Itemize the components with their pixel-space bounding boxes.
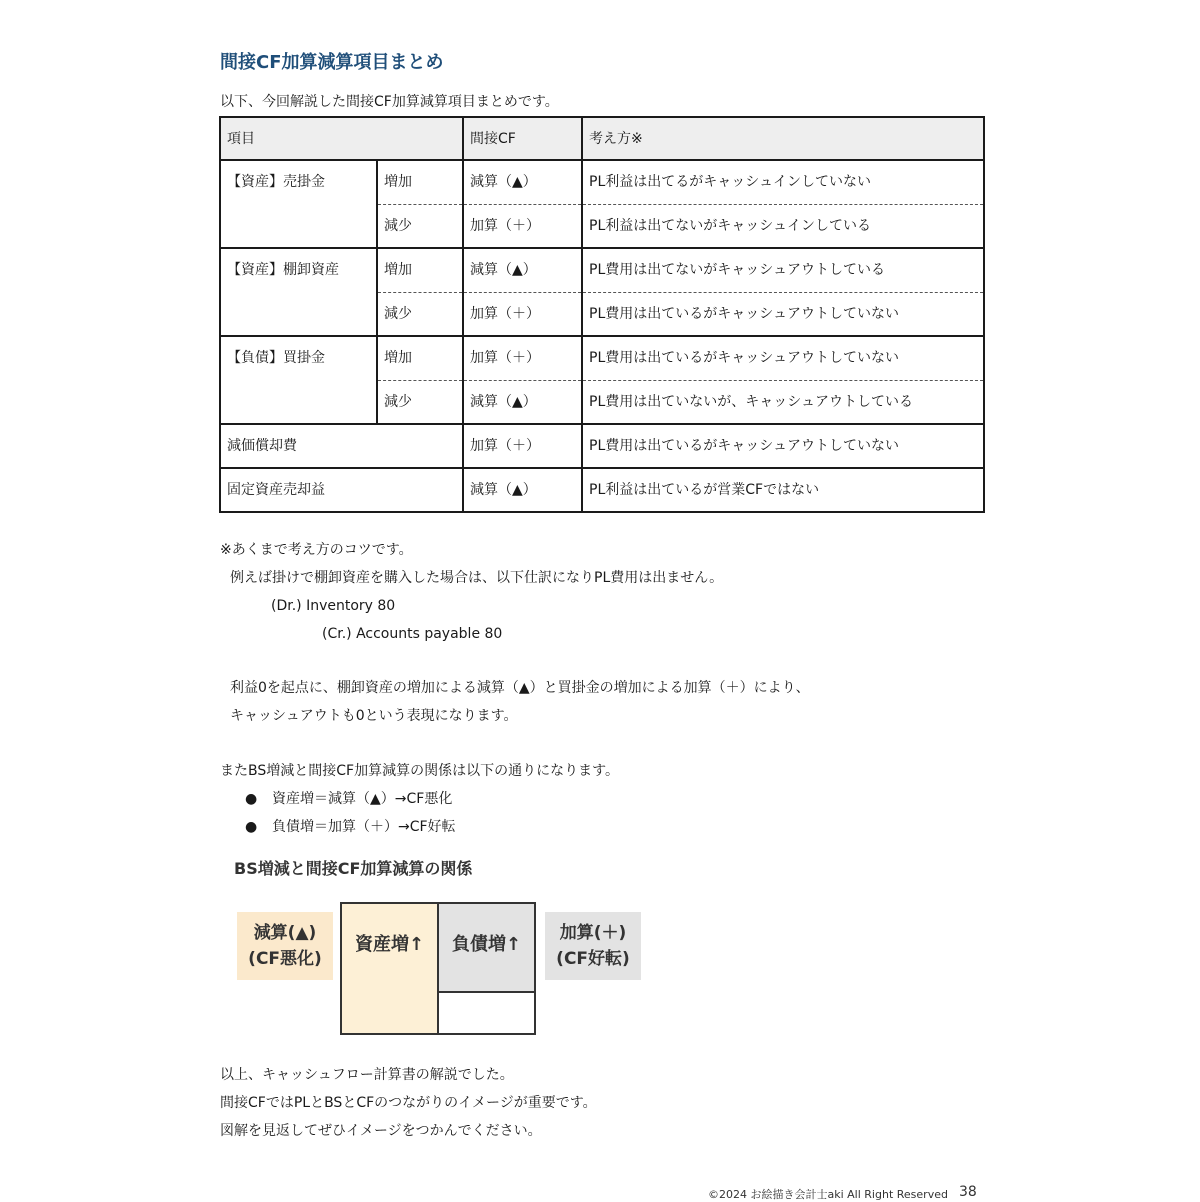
note-cell: PL利益は出てるがキャッシュインしていない xyxy=(582,160,984,204)
item-cell: 減価償却費 xyxy=(220,424,463,468)
relation-intro: またBS増減と間接CF加算減算の関係は以下の通りになります。 xyxy=(220,763,619,779)
summary-table xyxy=(219,116,985,513)
note-cell: PL費用は出ているがキャッシュアウトしていない xyxy=(582,336,984,380)
cf-cell: 減算（▲） xyxy=(463,160,582,204)
copyright: ©2024 お絵描き会計士aki All Right Reserved xyxy=(708,1188,948,1201)
item-cell: 固定資産売却益 xyxy=(220,468,463,512)
journal-credit: (Cr.) Accounts payable 80 xyxy=(322,626,503,642)
journal-debit: (Dr.) Inventory 80 xyxy=(271,598,396,614)
list-item xyxy=(245,785,456,813)
decrease-label xyxy=(237,912,333,980)
note-cell: PL費用は出てないがキャッシュアウトしている xyxy=(582,248,984,292)
table-row xyxy=(220,336,984,380)
intro-text: 以下、今回解説した間接CF加算減算項目まとめです。 xyxy=(220,94,559,110)
cf-cell: 減算（▲） xyxy=(463,380,582,424)
increase-label-line1: 加算(＋) xyxy=(559,923,627,943)
table-row xyxy=(220,248,984,292)
bullet-text: 資産増＝減算（▲）→CF悪化 xyxy=(272,791,453,807)
relation-bullets xyxy=(245,785,456,841)
cf-cell: 加算（＋） xyxy=(463,204,582,248)
asset-increase-box: 資産増↑ xyxy=(340,902,439,1035)
cf-cell: 加算（＋） xyxy=(463,424,582,468)
note-line-3: キャッシュアウトも0という表現になります。 xyxy=(230,708,518,724)
table-row xyxy=(220,424,984,468)
change-cell: 減少 xyxy=(377,380,463,424)
change-cell: 増加 xyxy=(377,160,463,204)
bullet-icon: ● xyxy=(245,791,258,807)
change-cell: 増加 xyxy=(377,336,463,380)
liability-increase-box: 負債増↑ xyxy=(437,902,536,993)
header-item: 項目 xyxy=(220,117,463,160)
note-line-2: 利益0を起点に、棚卸資産の増加による減算（▲）と買掛金の増加による加算（＋）により、 xyxy=(230,680,810,696)
header-cf: 間接CF xyxy=(463,117,582,160)
cf-cell: 加算（＋） xyxy=(463,336,582,380)
cf-cell: 減算（▲） xyxy=(463,248,582,292)
header-note: 考え方※ xyxy=(582,117,984,160)
note-cell: PL利益は出ているが営業CFではない xyxy=(582,468,984,512)
list-item xyxy=(245,813,456,841)
item-cell: 【資産】売掛金 xyxy=(220,160,377,248)
decrease-label-line2: (CF悪化) xyxy=(248,949,322,969)
closing-text xyxy=(220,1061,597,1145)
item-cell: 【資産】棚卸資産 xyxy=(220,248,377,336)
bullet-icon: ● xyxy=(245,819,258,835)
table-row xyxy=(220,468,984,512)
table-row xyxy=(220,160,984,204)
note-line-1: 例えば掛けで棚卸資産を購入した場合は、以下仕訳になりPL費用は出ません。 xyxy=(230,570,724,586)
note-cell: PL費用は出ていないが、キャッシュアウトしている xyxy=(582,380,984,424)
closing-line: 以上、キャッシュフロー計算書の解説でした。 xyxy=(220,1067,514,1083)
increase-label xyxy=(545,912,641,980)
change-cell: 減少 xyxy=(377,204,463,248)
item-cell: 【負債】買掛金 xyxy=(220,336,377,424)
equity-box xyxy=(437,991,536,1035)
note-cell: PL費用は出ているがキャッシュアウトしていない xyxy=(582,292,984,336)
increase-label-line2: (CF好転) xyxy=(556,949,630,969)
diagram-title: BS増減と間接CF加算減算の関係 xyxy=(234,859,473,878)
note-head: ※あくまで考え方のコツです。 xyxy=(220,542,413,558)
table-header-row xyxy=(220,117,984,160)
closing-line: 図解を見返してぜひイメージをつかんでください。 xyxy=(220,1123,542,1139)
bullet-text: 負債増＝加算（＋）→CF好転 xyxy=(272,819,456,835)
change-cell: 増加 xyxy=(377,248,463,292)
section-title: 間接CF加算減算項目まとめ xyxy=(220,52,444,73)
cf-cell: 減算（▲） xyxy=(463,468,582,512)
note-cell: PL利益は出てないがキャッシュインしている xyxy=(582,204,984,248)
closing-line: 間接CFではPLとBSとCFのつながりのイメージが重要です。 xyxy=(220,1095,597,1111)
decrease-label-line1: 減算(▲) xyxy=(253,923,317,943)
page-number: 38 xyxy=(959,1184,977,1200)
note-cell: PL費用は出ているがキャッシュアウトしていない xyxy=(582,424,984,468)
change-cell: 減少 xyxy=(377,292,463,336)
cf-cell: 加算（＋） xyxy=(463,292,582,336)
